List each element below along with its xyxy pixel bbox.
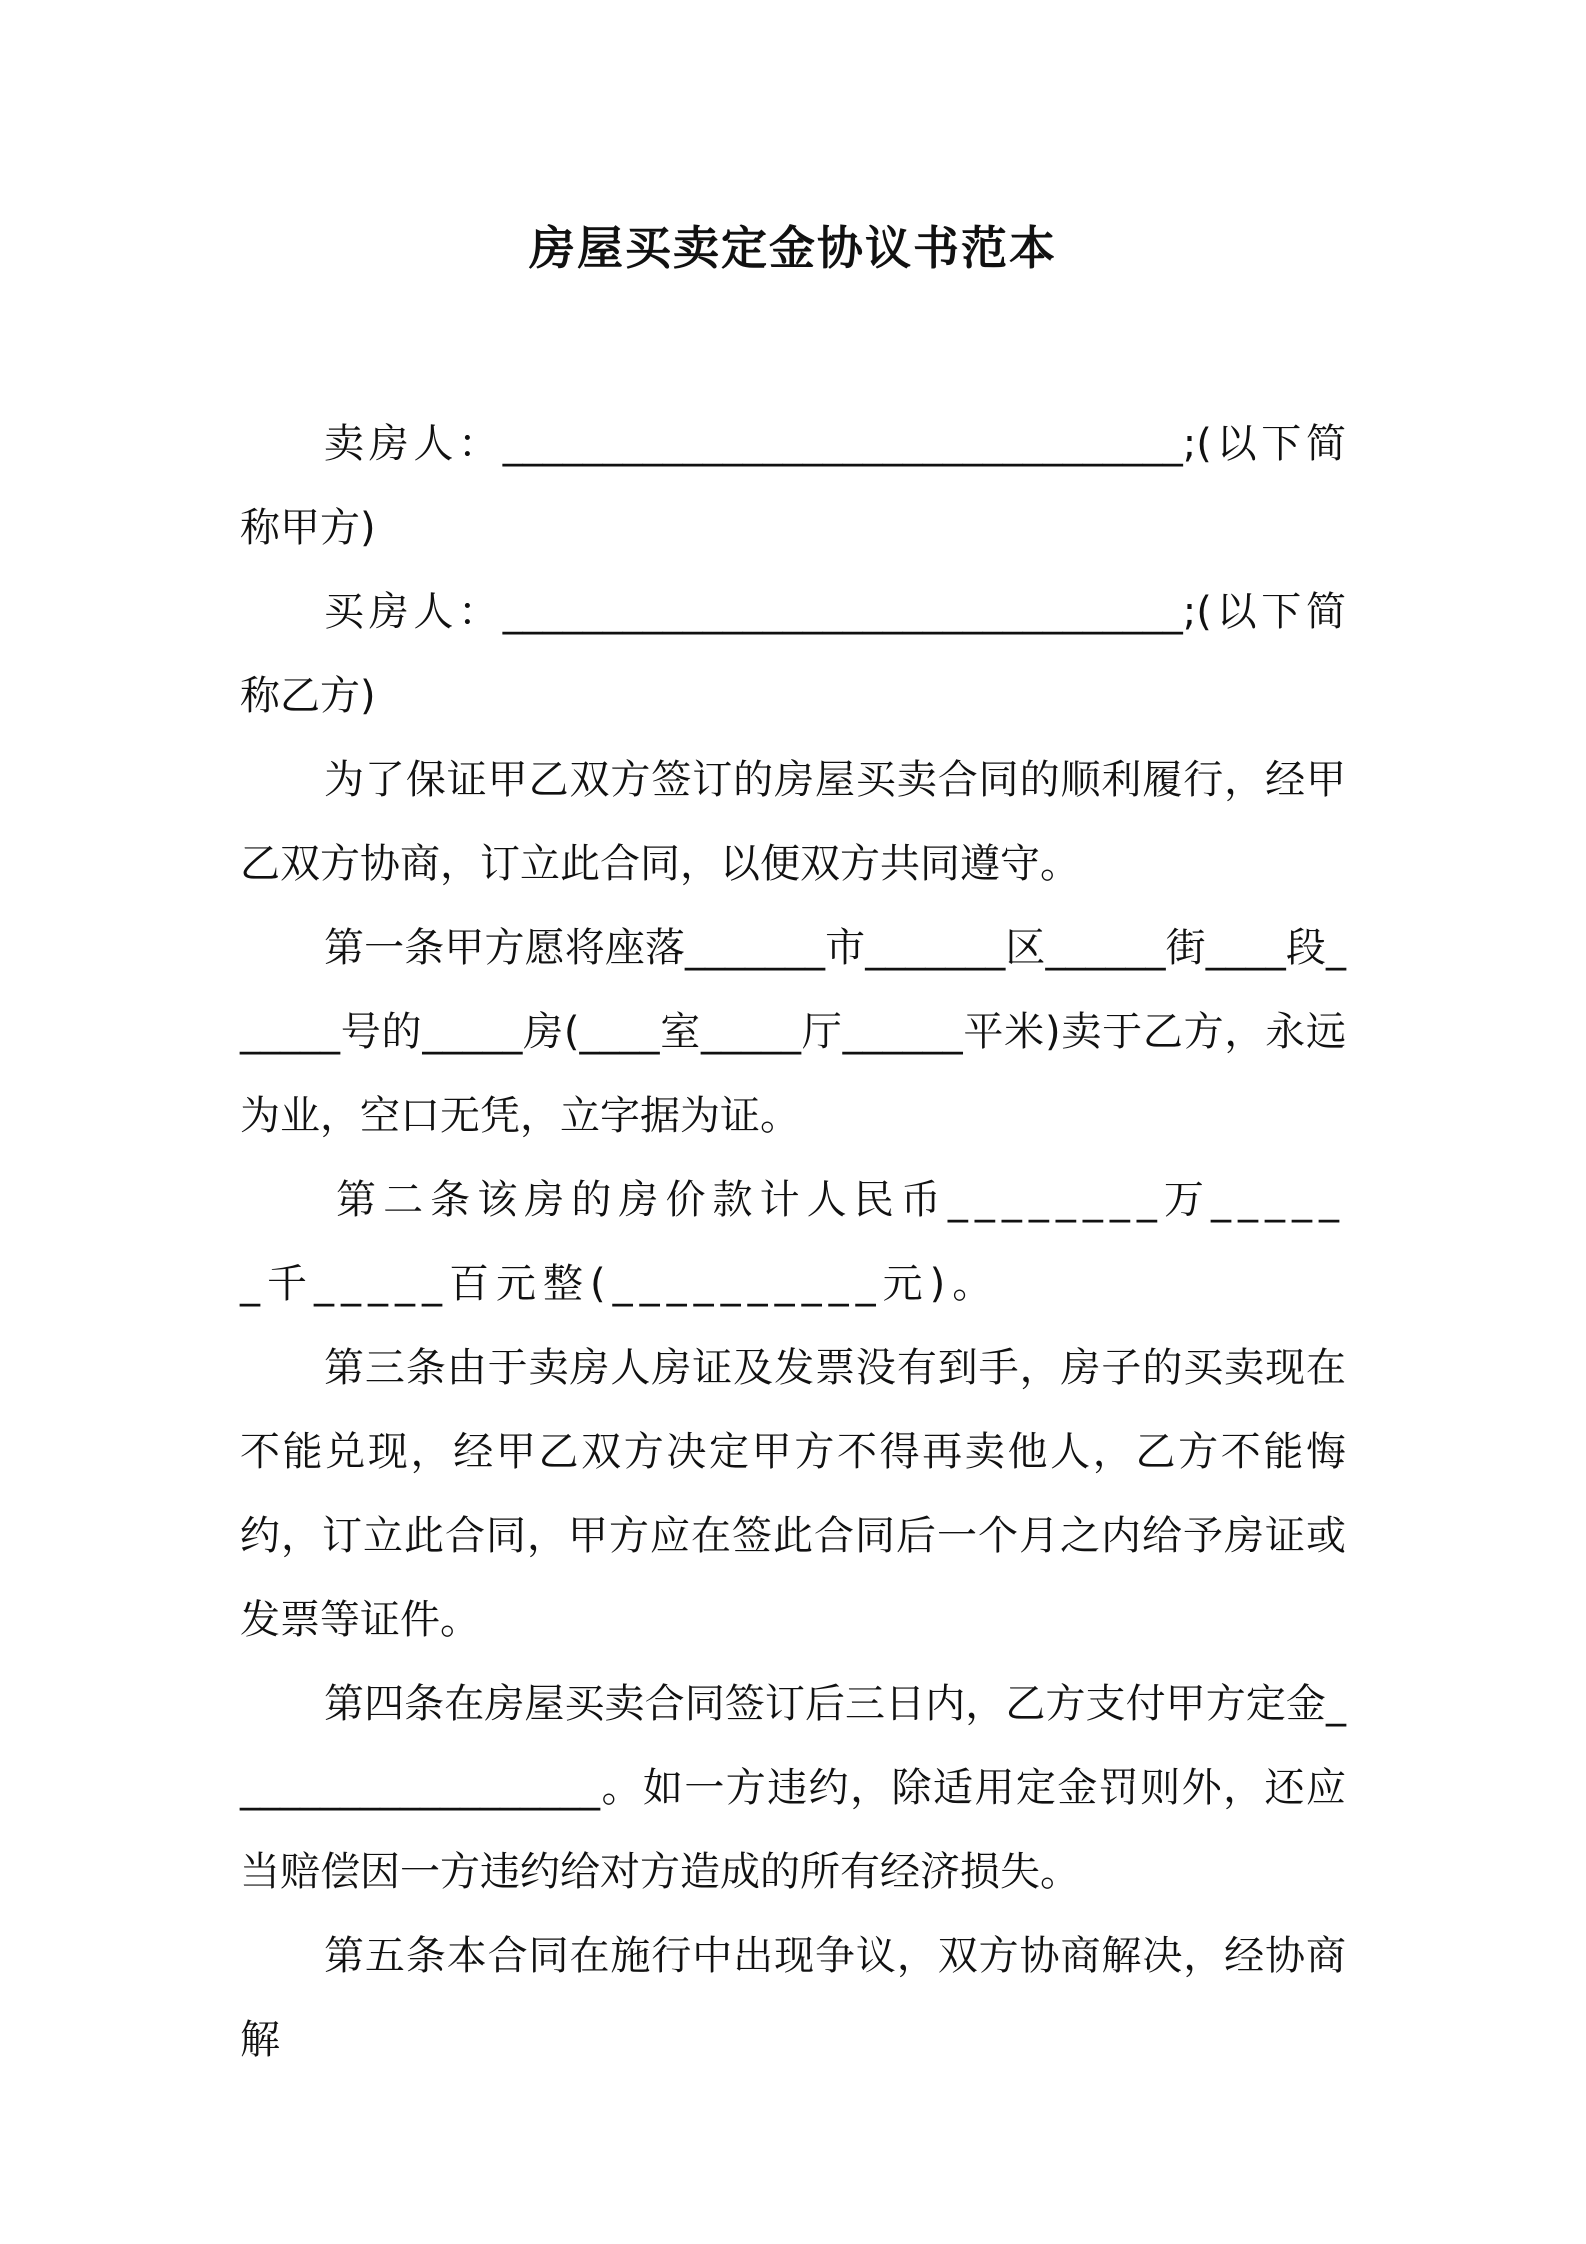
seller-paragraph: 卖房人：__________________________________;(以下简称甲方) (240, 421, 1346, 551)
buyer-paragraph: 买房人：__________________________________;(以下简称乙方) (240, 589, 1346, 719)
article-1-paragraph: 第一条甲方愿将座落_______市_______区______街____段______号的_____房(____室_____厅______平米)卖于乙方，永远为业，空口无凭，立字据为证。 (240, 925, 1346, 1139)
preamble-paragraph: 为了保证甲乙双方签订的房屋买卖合同的顺利履行，经甲乙双方协商，订立此合同，以便双方共同遵守。 (240, 757, 1346, 887)
article-3-paragraph: 第三条由于卖房人房证及发票没有到手，房子的买卖现在不能兑现，经甲乙双方决定甲方不得再卖他人，乙方不能悔约，订立此合同，甲方应在签此合同后一个月之内给予房证或发票等证件。 (240, 1345, 1346, 1643)
document-title: 房屋买卖定金协议书范本 (529, 221, 1057, 275)
article-4-paragraph: 第四条在房屋买卖合同签订后三日内，乙方支付甲方定金___________________。如一方违约，除适用定金罚则外，还应当赔偿因一方违约给对方造成的所有经济损失。 (240, 1681, 1346, 1895)
article-5-paragraph: 第五条本合同在施行中出现争议，双方协商解决，经协商解 (240, 1933, 1346, 2063)
document-body (240, 402, 1346, 2082)
article-2-paragraph: 第二条该房的房价款计人民币________万______千_____百元整(__________元)。 (240, 1177, 1346, 1307)
